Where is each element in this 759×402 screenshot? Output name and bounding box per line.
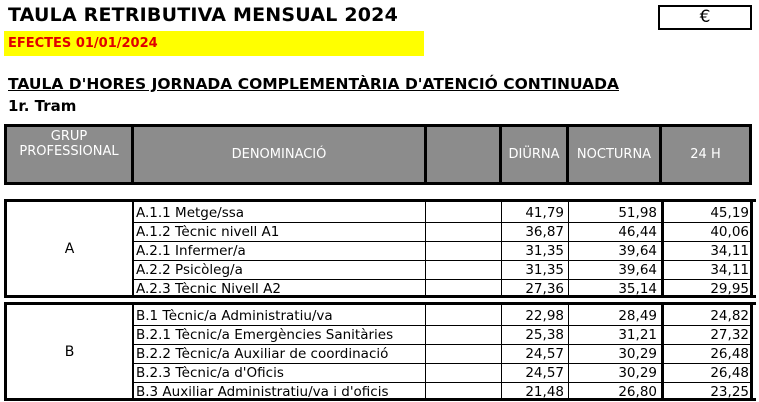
row-nocturna: 35,14: [618, 281, 657, 297]
table-row: [134, 242, 752, 261]
table-row: [134, 383, 752, 402]
row-nocturna: 31,21: [618, 327, 657, 343]
table-row: [134, 223, 752, 242]
col-header-denominacio: DENOMINACIÓ: [134, 127, 424, 182]
row-diurna: 31,35: [525, 243, 564, 259]
row-diurna: 27,36: [525, 281, 564, 297]
row-24h: 26,48: [710, 365, 749, 381]
group-label: A: [7, 202, 134, 295]
row-denominacio: B.3 Auxiliar Administratiu/va i d'oficis: [136, 384, 389, 400]
row-diurna: 36,87: [525, 224, 564, 240]
table-row: [134, 280, 752, 299]
row-diurna: 21,48: [525, 384, 564, 400]
tram-label: 1r. Tram: [8, 97, 77, 115]
table-row: [134, 345, 752, 364]
row-24h: 34,11: [710, 243, 749, 259]
row-nocturna: 30,29: [618, 365, 657, 381]
col-header-nocturna: NOCTURNA: [569, 127, 659, 182]
row-diurna: 22,98: [525, 308, 564, 324]
group-block-a: [4, 199, 756, 298]
row-denominacio: A.2.1 Infermer/a: [136, 243, 246, 259]
row-diurna: 25,38: [525, 327, 564, 343]
row-diurna: 24,57: [525, 346, 564, 362]
row-nocturna: 39,64: [618, 243, 657, 259]
row-nocturna: 30,29: [618, 346, 657, 362]
table-header: [4, 124, 752, 185]
col-header-diurna: DIÜRNA: [502, 127, 566, 182]
row-denominacio: B.2.3 Tècnic/a d'Oficis: [136, 365, 284, 381]
col-header-grup: [7, 127, 131, 182]
page-title: TAULA RETRIBUTIVA MENSUAL 2024: [8, 4, 399, 26]
row-denominacio: B.2.1 Tècnic/a Emergències Sanitàries: [136, 327, 394, 343]
row-nocturna: 26,80: [618, 384, 657, 400]
row-24h: 27,32: [710, 327, 749, 343]
table-row: [134, 364, 752, 383]
row-denominacio: A.1.1 Metge/ssa: [136, 205, 245, 221]
row-denominacio: A.2.2 Psicòleg/a: [136, 262, 243, 278]
group-block-b: [4, 302, 756, 401]
row-diurna: 24,57: [525, 365, 564, 381]
table-row: [134, 307, 752, 326]
table-row: [134, 326, 752, 345]
col-header-blank: [427, 127, 499, 182]
row-denominacio: A.2.3 Tècnic Nivell A2: [136, 281, 281, 297]
row-nocturna: 46,44: [618, 224, 657, 240]
row-nocturna: 28,49: [618, 308, 657, 324]
row-24h: 34,11: [710, 262, 749, 278]
row-denominacio: B.2.2 Tècnic/a Auxiliar de coordinació: [136, 346, 389, 362]
row-diurna: 31,35: [525, 262, 564, 278]
row-24h: 23,25: [710, 384, 749, 400]
row-nocturna: 39,64: [618, 262, 657, 278]
row-24h: 26,48: [710, 346, 749, 362]
row-denominacio: B.1 Tècnic/a Administratiu/va: [136, 308, 333, 324]
row-24h: 45,19: [710, 205, 749, 221]
effective-date-banner: EFECTES 01/01/2024: [4, 31, 424, 56]
row-24h: 29,95: [710, 281, 749, 297]
group-label: B: [7, 305, 134, 398]
table-row: [134, 204, 752, 223]
row-nocturna: 51,98: [618, 205, 657, 221]
row-24h: 40,06: [710, 224, 749, 240]
row-24h: 24,82: [710, 308, 749, 324]
currency-box: €: [658, 5, 752, 30]
table-subtitle: TAULA D'HORES JORNADA COMPLEMENTÀRIA D'ATENCIÓ CONTINUADA: [8, 75, 619, 93]
table-row: [134, 261, 752, 280]
row-diurna: 41,79: [525, 205, 564, 221]
col-header-24h: 24 H: [662, 127, 749, 182]
col-header-grup-line2: PROFESSIONAL: [19, 144, 119, 159]
row-denominacio: A.1.2 Tècnic nivell A1: [136, 224, 280, 240]
col-header-grup-line1: GRUP: [50, 129, 88, 144]
